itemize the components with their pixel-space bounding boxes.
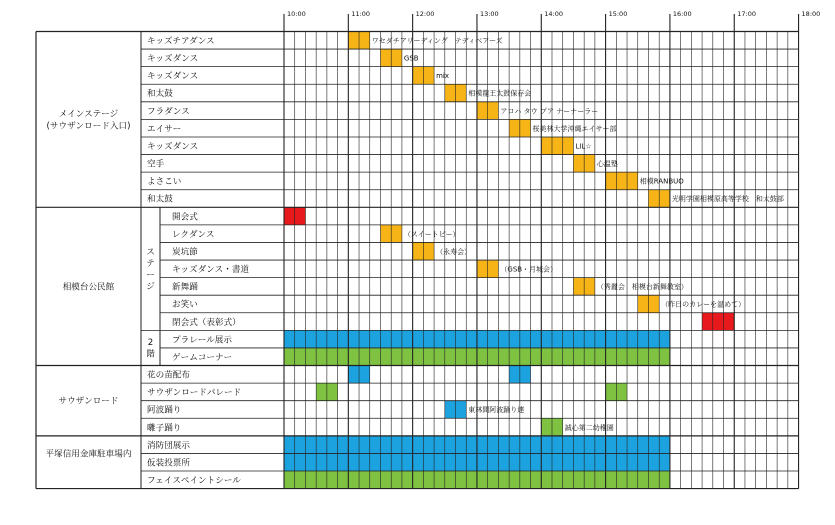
- schedule-bar: [702, 313, 734, 331]
- row-note: 東林間阿波踊り連: [468, 406, 525, 415]
- row-name: 阿波踊り: [147, 405, 182, 416]
- row-name: 閉会式（表彰式）: [172, 317, 241, 328]
- row-note: 相模RANBUO: [639, 177, 684, 186]
- row-note: 相模龍王太鼓保存会: [468, 89, 532, 98]
- row-note: mix: [436, 72, 449, 81]
- row-note: 誠心第二幼稚園: [564, 423, 614, 432]
- hour-label: 11:00: [351, 10, 371, 18]
- row-name: エイサー: [147, 124, 182, 135]
- row-note: 桜美林大学沖縄エイサー部: [532, 124, 617, 133]
- subsection-label-char: 2: [147, 338, 154, 349]
- subsection-label-char: ジ: [146, 282, 155, 293]
- subsection-label-char: 階: [146, 349, 155, 360]
- section-label-line: メインステージ: [58, 109, 119, 120]
- subsection-label-char: ー: [146, 270, 155, 281]
- row-name: フラダンス: [147, 106, 190, 117]
- row-name: 空手: [147, 159, 165, 170]
- hour-label: 13:00: [479, 10, 499, 18]
- row-name: 開会式: [172, 212, 198, 223]
- section-label: [46, 447, 132, 459]
- subsection-label: [146, 338, 155, 360]
- row-name: レクダンス: [172, 229, 215, 240]
- row-note: GSB: [403, 54, 419, 63]
- hour-label: 16:00: [672, 10, 692, 18]
- section-label-line: (サウザンロード入口): [46, 121, 131, 132]
- subsection-label-char: テ: [146, 259, 155, 270]
- row-note: 心温塾: [596, 160, 618, 169]
- subsection-label: [146, 248, 155, 293]
- row-name: 和太鼓: [147, 194, 173, 205]
- schedule-bar: [541, 137, 573, 155]
- hour-label: 15:00: [608, 10, 628, 18]
- row-note: （秀麗会 相模台新舞教室）: [596, 283, 688, 292]
- hour-label: 10:00: [287, 10, 306, 18]
- row-name: プラレール展示: [172, 335, 232, 346]
- row-note: （昨日のカレーを温めて）: [661, 300, 746, 309]
- row-name: キッズダンス: [147, 54, 199, 65]
- row-name: 仮装投票所: [147, 458, 190, 469]
- row-name: キッズダンス: [147, 141, 199, 152]
- row-note: （永寿会）: [436, 247, 472, 256]
- row-name: 花の苗配布: [147, 370, 190, 381]
- row-note: ワセダチアリーディング テディベアーズ: [371, 36, 503, 45]
- hour-label: 18:00: [801, 10, 821, 18]
- row-note: 光明学園相模原高等学校 和太鼓部: [671, 195, 784, 204]
- row-name: 消防団展示: [147, 440, 190, 451]
- row-note: LIL☆: [575, 142, 592, 151]
- row-note: （スイートピー）: [403, 230, 460, 239]
- section-label-line: 相模台公民館: [62, 282, 115, 293]
- section-label: [47, 108, 131, 131]
- hour-label: 14:00: [544, 10, 564, 18]
- schedule-bar: [606, 172, 638, 190]
- row-name: よさこい: [147, 177, 182, 188]
- row-name: 和太鼓: [147, 89, 173, 100]
- row-name: お笑い: [172, 300, 198, 311]
- row-note: （GSB・月城会）: [500, 265, 558, 274]
- row-name: キッズダンス: [147, 71, 199, 82]
- section-label-line: サウザンロード: [58, 396, 119, 407]
- hour-label: 17:00: [737, 10, 756, 18]
- row-name: ゲームコーナー: [172, 352, 233, 363]
- row-name: フェイスペイントシール: [147, 475, 241, 486]
- section-label-line: 平塚信用金庫駐車場内: [45, 449, 132, 460]
- section-label: [59, 396, 119, 407]
- row-name: 囃子踊り: [147, 423, 182, 434]
- subsection-label-char: ス: [146, 247, 155, 258]
- hour-label: 12:00: [415, 10, 435, 18]
- row-name: 炭坑節: [172, 247, 198, 258]
- row-name: 新舞踊: [172, 282, 198, 293]
- row-name: キッズダンス・書道: [172, 265, 250, 276]
- row-name: キッズチアダンス: [147, 36, 215, 47]
- row-name: サウザンロードパレード: [147, 388, 242, 399]
- section-label: [63, 280, 115, 292]
- row-note: アロハ タウ プア ナーナーラー: [500, 107, 599, 116]
